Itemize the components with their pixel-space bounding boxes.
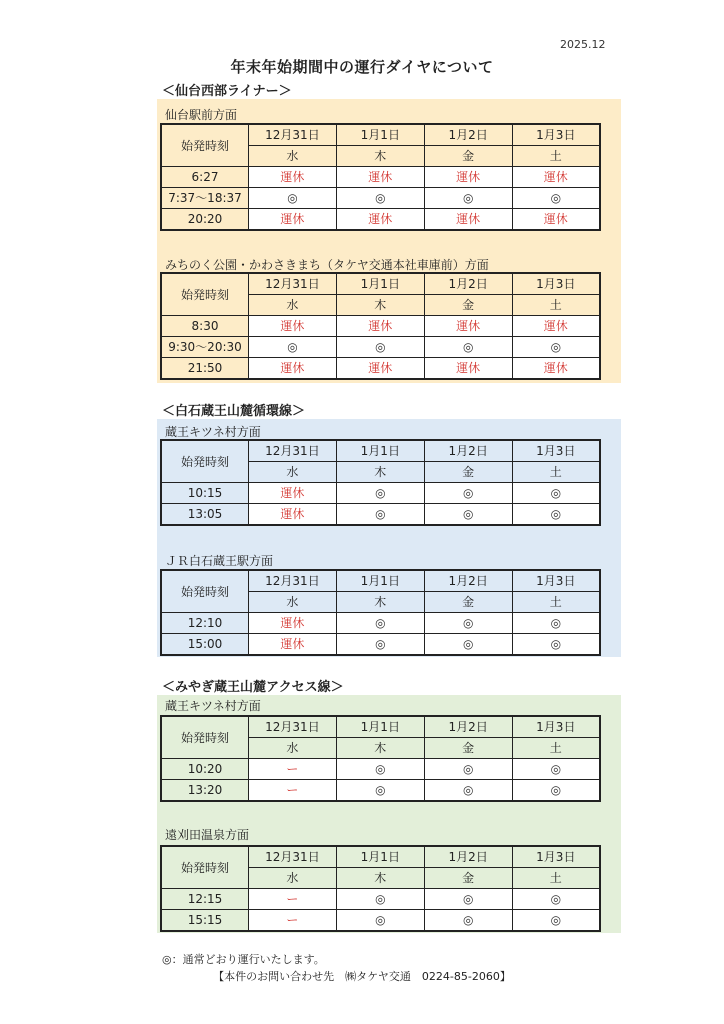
status-cancelled: 運休 [424,167,512,188]
direction-label: みちのく公園・かわさきまち（タケヤ交通本社車庫前）方面 [165,258,489,272]
status-cancelled: 運休 [249,483,337,504]
status-cancelled: 運休 [512,358,600,380]
status-normal: ◎ [512,188,600,209]
status-normal: ◎ [336,188,424,209]
status-cancelled: 運休 [249,358,337,380]
table-row [161,634,600,656]
header-weekday: 木 [336,146,424,167]
status-cancelled: 運休 [249,316,337,337]
status-cancelled: 運休 [336,358,424,380]
direction-label: ＪＲ白石蔵王駅方面 [165,554,274,568]
header-date: 1月2日 [424,570,512,592]
timetable [160,272,601,380]
status-cancelled: 運休 [336,316,424,337]
status-normal: ◎ [512,613,600,634]
status-cancelled: 運休 [336,209,424,231]
header-date: 1月1日 [336,440,424,462]
status-normal: ◎ [336,504,424,526]
timetable [160,439,601,526]
table-row [161,316,600,337]
header-date: 1月2日 [424,273,512,295]
status-normal: ◎ [424,759,512,780]
status-normal: ◎ [424,780,512,802]
departure-time: 12:15 [161,889,249,910]
header-date: 12月31日 [249,846,337,868]
header-weekday: 土 [512,295,600,316]
header-weekday: 水 [249,146,337,167]
header-weekday: 水 [249,592,337,613]
status-cancelled: 運休 [249,504,337,526]
status-normal: ◎ [336,337,424,358]
header-date: 1月3日 [512,570,600,592]
departure-time: 12:10 [161,613,249,634]
header-date: 12月31日 [249,124,337,146]
departure-time: 13:05 [161,504,249,526]
status-normal: ◎ [512,337,600,358]
status-normal: ◎ [336,613,424,634]
header-date: 12月31日 [249,570,337,592]
table-row [161,759,600,780]
header-weekday: 水 [249,462,337,483]
header-weekday: 木 [336,295,424,316]
status-normal: ◎ [512,780,600,802]
status-normal: ◎ [424,634,512,656]
status-normal: ◎ [512,634,600,656]
status-no-service: ー [249,780,337,802]
header-weekday: 土 [512,868,600,889]
status-cancelled: 運休 [424,358,512,380]
header-date: 1月3日 [512,846,600,868]
departure-time: 13:20 [161,780,249,802]
status-cancelled: 運休 [424,316,512,337]
header-date: 1月2日 [424,440,512,462]
departure-time: 7:37～18:37 [161,188,249,209]
timetable [160,569,601,656]
section-header-sendai-seibu-liner: ＜仙台西部ライナー＞ [162,84,292,99]
table-row [161,613,600,634]
header-date: 12月31日 [249,716,337,738]
status-cancelled: 運休 [249,209,337,231]
header-weekday: 木 [336,738,424,759]
section-header-shiroishi-zao-loop: ＜白石蔵王山麓循環線＞ [162,404,306,419]
header-weekday: 金 [424,295,512,316]
direction-label: 蔵王キツネ村方面 [165,425,261,439]
status-cancelled: 運休 [512,167,600,188]
header-date: 1月2日 [424,124,512,146]
status-normal: ◎ [424,910,512,932]
status-normal: ◎ [424,483,512,504]
direction-label: 仙台駅前方面 [165,108,238,122]
direction-label: 遠刈田温泉方面 [165,828,250,842]
status-normal: ◎ [249,337,337,358]
status-normal: ◎ [336,780,424,802]
header-weekday: 木 [336,462,424,483]
table-row [161,780,600,802]
header-date: 1月3日 [512,124,600,146]
status-normal: ◎ [512,504,600,526]
table-row [161,337,600,358]
table-row [161,167,600,188]
table-row [161,358,600,380]
header-weekday: 金 [424,738,512,759]
departure-time: 9:30～20:30 [161,337,249,358]
status-normal: ◎ [336,483,424,504]
header-date: 1月3日 [512,440,600,462]
status-cancelled: 運休 [512,316,600,337]
header-start-time: 始発時刻 [161,716,249,759]
status-normal: ◎ [336,634,424,656]
status-no-service: ー [249,910,337,932]
departure-time: 10:15 [161,483,249,504]
header-date: 1月1日 [336,716,424,738]
header-date: 1月1日 [336,846,424,868]
header-weekday: 土 [512,738,600,759]
header-weekday: 木 [336,868,424,889]
header-date: 1月2日 [424,846,512,868]
contact-info: 【本件のお問い合わせ先 ㈱タケヤ交通 0224-85-2060】 [213,970,511,983]
document-date: 2025.12 [560,38,606,51]
departure-time: 15:15 [161,910,249,932]
status-normal: ◎ [512,759,600,780]
status-no-service: ー [249,889,337,910]
table-row [161,910,600,932]
header-date: 1月1日 [336,570,424,592]
header-date: 1月1日 [336,124,424,146]
status-cancelled: 運休 [336,167,424,188]
header-date: 12月31日 [249,440,337,462]
header-weekday: 土 [512,146,600,167]
status-cancelled: 運休 [249,167,337,188]
status-cancelled: 運休 [424,209,512,231]
header-start-time: 始発時刻 [161,124,249,167]
departure-time: 8:30 [161,316,249,337]
header-date: 1月3日 [512,273,600,295]
table-row [161,889,600,910]
status-normal: ◎ [512,910,600,932]
departure-time: 10:20 [161,759,249,780]
status-normal: ◎ [424,337,512,358]
footnote: ◎：通常どおり運行いたします。 [162,953,325,966]
status-cancelled: 運休 [512,209,600,231]
header-start-time: 始発時刻 [161,570,249,613]
status-no-service: ー [249,759,337,780]
status-normal: ◎ [512,483,600,504]
status-cancelled: 運休 [249,613,337,634]
status-normal: ◎ [336,910,424,932]
header-date: 1月3日 [512,716,600,738]
header-start-time: 始発時刻 [161,846,249,889]
departure-time: 21:50 [161,358,249,380]
timetable [160,123,601,231]
section-header-miyagi-zao-access: ＜みやぎ蔵王山麓アクセス線＞ [162,680,344,695]
header-weekday: 金 [424,462,512,483]
header-date: 1月1日 [336,273,424,295]
status-normal: ◎ [424,613,512,634]
status-normal: ◎ [249,188,337,209]
header-weekday: 木 [336,592,424,613]
table-row [161,209,600,231]
status-normal: ◎ [424,504,512,526]
timetable [160,845,601,932]
header-date: 1月2日 [424,716,512,738]
header-weekday: 水 [249,868,337,889]
header-start-time: 始発時刻 [161,273,249,316]
header-weekday: 金 [424,592,512,613]
status-normal: ◎ [336,889,424,910]
header-date: 12月31日 [249,273,337,295]
status-normal: ◎ [424,188,512,209]
document-title: 年末年始期間中の運行ダイヤについて [230,58,494,76]
header-weekday: 土 [512,462,600,483]
direction-label: 蔵王キツネ村方面 [165,699,261,713]
timetable [160,715,601,802]
table-row [161,504,600,526]
status-normal: ◎ [336,759,424,780]
header-weekday: 水 [249,738,337,759]
table-row [161,483,600,504]
header-weekday: 金 [424,868,512,889]
header-start-time: 始発時刻 [161,440,249,483]
header-weekday: 金 [424,146,512,167]
departure-time: 20:20 [161,209,249,231]
status-normal: ◎ [512,889,600,910]
table-row [161,188,600,209]
header-weekday: 土 [512,592,600,613]
departure-time: 15:00 [161,634,249,656]
departure-time: 6:27 [161,167,249,188]
status-normal: ◎ [424,889,512,910]
header-weekday: 水 [249,295,337,316]
status-cancelled: 運休 [249,634,337,656]
